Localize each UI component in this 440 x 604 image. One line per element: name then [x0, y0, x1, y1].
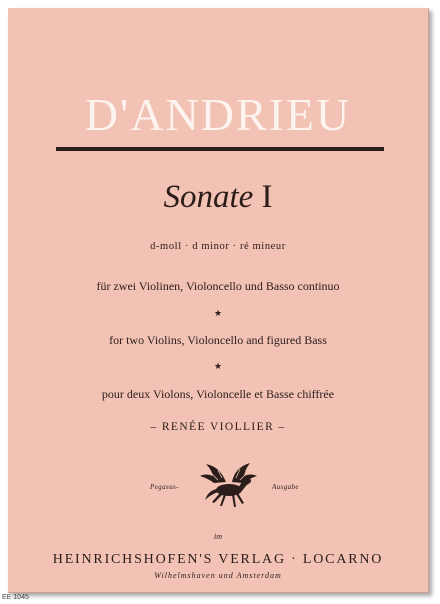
key-signature: d-moll · d minor · ré mineur — [150, 241, 286, 252]
score-cover — [8, 8, 429, 593]
title-rule — [56, 147, 384, 151]
catalog-number: EE 1045 — [2, 594, 29, 601]
instrumentation-french: pour deux Violons, Violoncelle et Basse chiffrée — [101, 387, 335, 401]
editor-name: – RENÉE VIOLLIER – — [150, 421, 286, 433]
edition-label-left: Pegasus- — [150, 483, 179, 491]
star-separator: ★ — [213, 308, 223, 318]
work-title-numeral: I — [261, 179, 273, 215]
edition-label-right: Ausgabe — [272, 483, 299, 491]
publisher-cities: Wilhelmshaven und Amsterdam — [154, 571, 282, 580]
work-title-word: Sonate — [163, 179, 254, 215]
publisher-preposition: im — [214, 532, 222, 541]
instrumentation-english: for two Violins, Violoncello and figured Bass — [109, 333, 327, 347]
instrumentation-german: für zwei Violinen, Violoncello und Basso continuo — [96, 279, 340, 293]
publisher-name: HEINRICHSHOFEN'S VERLAG · LOCARNO — [52, 552, 384, 567]
star-separator: ★ — [213, 361, 223, 371]
work-title — [8, 181, 428, 214]
composer-name: D'ANDRIEU — [84, 89, 352, 140]
pegasus-logo-icon — [196, 460, 260, 510]
